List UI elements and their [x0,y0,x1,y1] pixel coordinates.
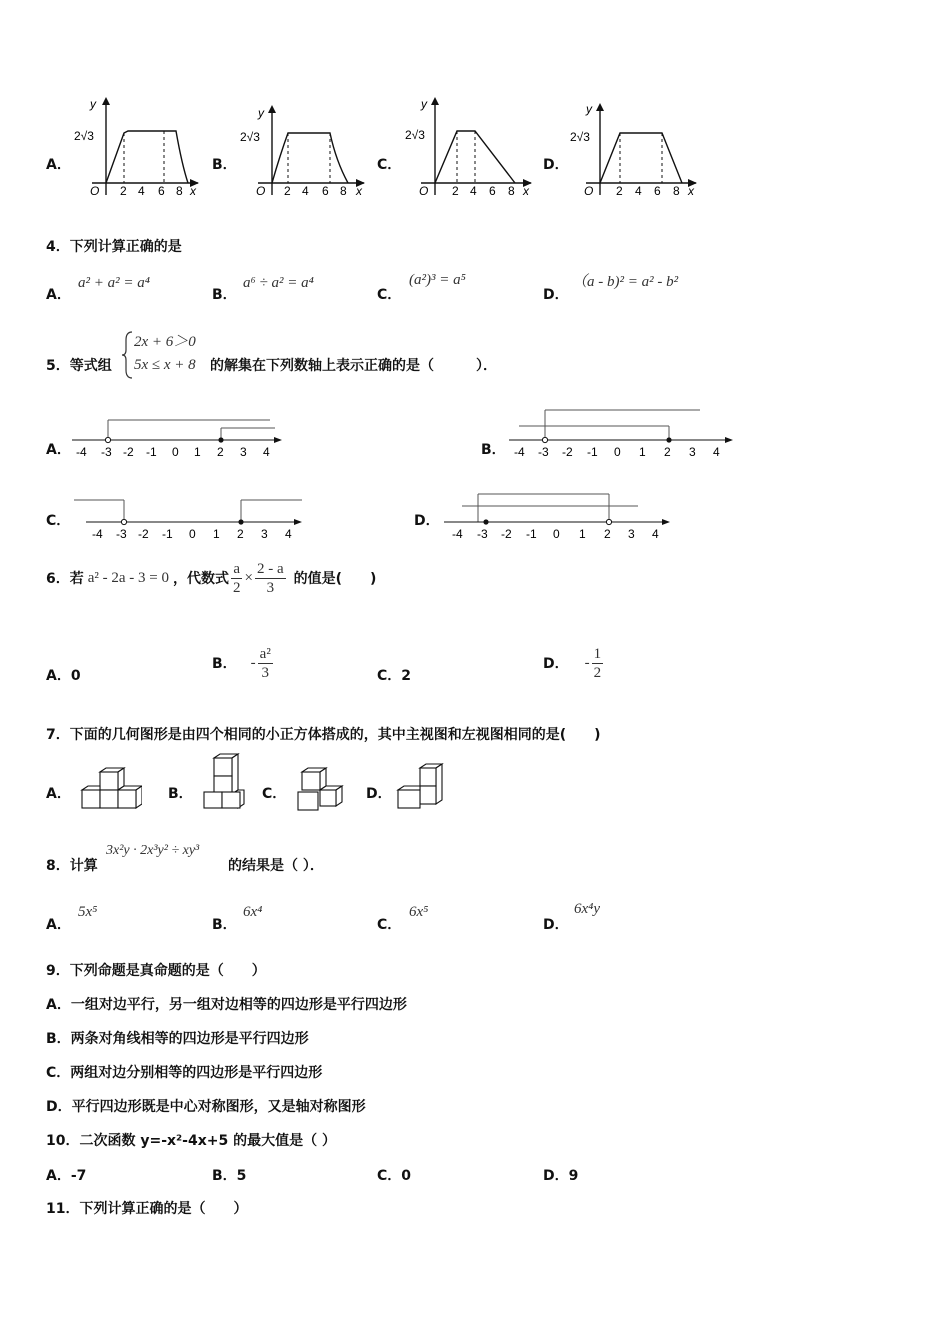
q8-expression: 3x²y · 2x³y² ÷ xy³ [106,843,200,858]
q10-option-d[interactable]: D．9 [543,1168,579,1184]
tick: 1 [213,527,220,541]
q11-stem: 11．下列计算正确的是（ ） [46,1201,248,1217]
q5-numberline-a [70,412,285,462]
graph-d-tick: 4 [635,184,642,198]
tick: -4 [76,445,87,459]
q5-suffix: 的解集在下列数轴上表示正确的是（ ）． [210,358,497,374]
q10-stem: 10．二次函数 y=-x²-4x+5 的最大值是（ ） [46,1133,336,1149]
graph-d-origin: O [584,184,594,198]
tick: 1 [194,445,201,459]
q7-stem: 7．下面的几何图形是由四个相同的小正方体搭成的，其中主视图和左视图相同的是( ) [46,727,601,743]
graph-c [405,95,537,205]
tick: -3 [477,527,488,541]
graph-a-y-label: y [90,97,96,111]
q4-option-c-expr: (a²)³ = a⁵ [409,272,466,288]
tick: -1 [587,445,598,459]
tick: -3 [538,445,549,459]
q8-option-c-expr: 6x⁵ [409,904,429,920]
tick: 4 [285,527,292,541]
q4-option-d-expr: （a - b)² = a² - b² [572,274,679,290]
q6-fraction-1: $\frac{a}{2}$ [233,560,241,596]
graph-option-d-label[interactable]: D． [543,157,569,173]
graph-a-ymax: 2√3 [74,129,94,143]
graph-b-tick: 8 [340,184,347,198]
tick: 1 [579,527,586,541]
q5-b-open-point [542,437,547,442]
q8-option-c-label[interactable]: C． [377,917,402,933]
graph-b-x-label: x [356,184,362,198]
q9-stem: 9．下列命题是真命题的是（ ） [46,963,266,979]
graph-d-tick: 6 [654,184,661,198]
graph-c-x-label: x [523,184,529,198]
q5-d-open-point [606,519,611,524]
q6-option-b-fraction: $\frac{\text{a²}}{3}$ [259,645,271,681]
q5-b-closed-point [666,437,671,442]
q10-option-c[interactable]: C．0 [377,1168,412,1184]
tick: 3 [240,445,247,459]
q4-option-b-label[interactable]: B． [212,287,237,303]
q6-option-a[interactable]: A．0 [46,668,81,684]
tick: -4 [514,445,525,459]
q5-numberline-d [440,488,675,544]
tick: 0 [172,445,179,459]
q9-option-c[interactable]: C．两组对边分别相等的四边形是平行四边形 [46,1065,323,1081]
q5-option-b-label[interactable]: B． [481,442,506,458]
q8-option-a-expr: 5x⁵ [78,904,98,920]
graph-d-x-label: x [688,184,694,198]
graph-option-c-label[interactable]: C． [377,157,402,173]
graph-a-tick: 6 [158,184,165,198]
q9-option-d[interactable]: D．平行四边形既是中心对称图形，又是轴对称图形 [46,1099,366,1115]
graph-d-tick: 8 [673,184,680,198]
tick: 2 [664,445,671,459]
q9-option-b[interactable]: B．两条对角线相等的四边形是平行四边形 [46,1031,309,1047]
tick: 0 [189,527,196,541]
q5-a-closed-point [218,437,223,442]
q8-option-d-expr: 6x⁴y [574,901,601,917]
q5-option-a-label[interactable]: A． [46,442,71,458]
q6-times: × [244,569,253,586]
q5-option-d-label[interactable]: D． [414,513,440,529]
q4-option-a-label[interactable]: A． [46,287,71,303]
graph-c-ymax: 2√3 [405,128,425,142]
tick: -3 [116,527,127,541]
q6-condition: a² - 2a - 3 = 0 [87,569,170,586]
q5-system-brace [122,330,134,380]
graph-c-tick: 8 [508,184,515,198]
q7-cubes-a [80,766,142,810]
q5-prefix: 5．等式组 [46,358,112,374]
q5-d-closed-point [483,519,488,524]
graph-b-y-label: y [258,106,264,120]
tick: -2 [138,527,149,541]
tick: 4 [263,445,270,459]
tick: -1 [162,527,173,541]
tick: 0 [553,527,560,541]
tick: 3 [261,527,268,541]
graph-c-tick: 2 [452,184,459,198]
q5-numberline-b [505,402,740,462]
q4-option-b-expr: a⁶ ÷ a² = a⁴ [243,275,314,291]
tick: 2 [237,527,244,541]
graph-b [238,95,370,205]
q6-mid: ，代数式 [173,571,230,587]
q7-cubes-b [200,752,246,810]
tick: -1 [526,527,537,541]
q7-option-b-label[interactable]: B． [168,786,193,802]
q8-suffix: 的结果是（ ）． [228,858,324,874]
q5-numberline-a-axis [72,437,282,443]
q6-fraction-2: $\frac{2 - a}{3}$ [256,560,284,596]
q4-stem: 4．下列计算正确的是 [46,239,182,255]
q8-option-b-label[interactable]: B． [212,917,237,933]
q8-prefix: 8．计算 [46,858,98,874]
graph-c-tick: 4 [470,184,477,198]
q8-option-a-label[interactable]: A． [46,917,71,933]
q5-c-closed-point [238,519,243,524]
q7-cubes-c [296,766,346,812]
q6-option-d[interactable]: D． - $\frac{1}{2}$ [543,645,602,681]
tick: -2 [562,445,573,459]
graph-b-tick: 6 [322,184,329,198]
graph-c-y-label: y [421,97,427,111]
graph-a [72,95,204,205]
q4-option-d-label[interactable]: D． [543,287,569,303]
q6-stem [46,556,376,600]
graph-option-a-label[interactable]: A． [46,157,71,173]
q6-suffix: 的值是( ) [293,571,377,587]
tick: -3 [101,445,112,459]
graph-c-tick: 6 [489,184,496,198]
tick: 2 [217,445,224,459]
tick: 1 [639,445,646,459]
q5-numberline-c-axis [86,519,302,525]
q5-option-c-label[interactable]: C． [46,513,71,529]
q5-system-line1: 2x + 6＞0 [134,334,196,350]
graph-option-b-label[interactable]: B． [212,157,237,173]
graph-c-origin: O [419,184,429,198]
q7-option-a-label[interactable]: A． [46,786,71,802]
q7-option-c-label[interactable]: C． [262,786,287,802]
q7-option-d-label[interactable]: D． [366,786,392,802]
tick: -4 [92,527,103,541]
tick: 4 [652,527,659,541]
graph-a-x-label: x [190,184,196,198]
tick: -1 [146,445,157,459]
tick: -2 [123,445,134,459]
q8-option-b-expr: 6x⁴ [243,904,263,920]
q4-option-a-expr: a² + a² = a⁴ [78,275,150,291]
tick: -2 [501,527,512,541]
q6-prefix: 6．若 [46,571,84,587]
graph-a-tick: 4 [138,184,145,198]
graph-a-tick: 8 [176,184,183,198]
tick: 3 [628,527,635,541]
graph-a-tick: 2 [120,184,127,198]
q10-option-b[interactable]: B．5 [212,1168,247,1184]
tick: 4 [713,445,720,459]
graph-b-origin: O [256,184,266,198]
q4-option-c-label[interactable]: C． [377,287,402,303]
tick: 0 [614,445,621,459]
tick: -4 [452,527,463,541]
graph-d-ymax: 2√3 [570,130,590,144]
graph-a-origin: O [90,184,100,198]
q8-option-d-label[interactable]: D． [543,917,569,933]
graph-b-ymax: 2√3 [240,130,260,144]
q10-option-a[interactable]: A．-7 [46,1168,87,1184]
q9-option-a[interactable]: A．一组对边平行，另一组对边相等的四边形是平行四边形 [46,997,407,1013]
graph-d [570,95,702,205]
q5-a-open-point [105,437,110,442]
graph-b-tick: 2 [284,184,291,198]
graph-d-y-label: y [586,102,592,116]
tick: 3 [689,445,696,459]
graph-d-tick: 2 [616,184,623,198]
q5-system-line2: 5x ≤ x + 8 [134,357,196,373]
graph-b-tick: 4 [302,184,309,198]
q5-numberline-c [72,494,307,544]
q6-option-d-fraction: $\frac{1}{2}$ [593,645,602,681]
q7-cubes-d [396,762,446,810]
q5-c-open-point [121,519,126,524]
tick: 2 [604,527,611,541]
q6-option-b[interactable]: B． - $\frac{\text{a²}}{3}$ [212,645,271,681]
q6-option-c[interactable]: C．2 [377,668,412,684]
